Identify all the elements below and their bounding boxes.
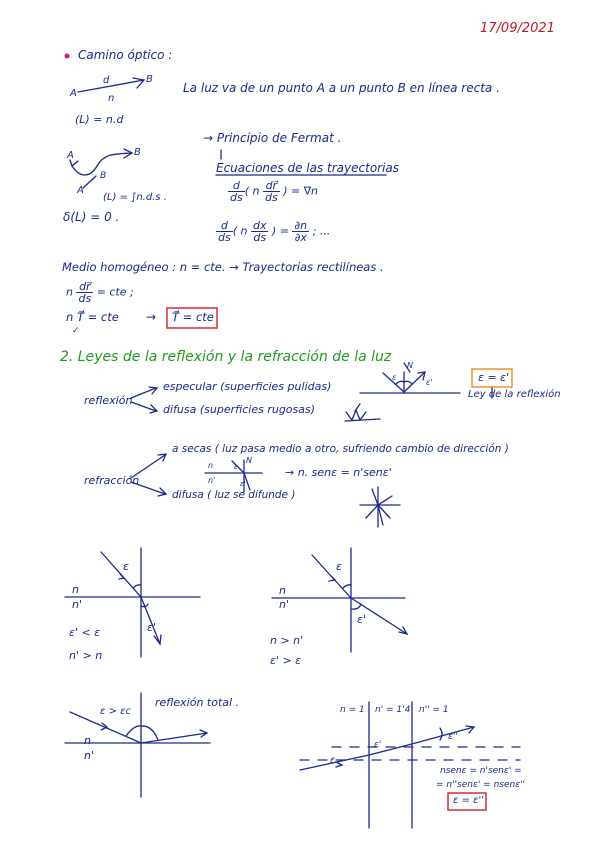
fig1-label-B: B bbox=[146, 74, 153, 85]
eq2-dx: dx bbox=[252, 219, 267, 232]
d2-e: ε bbox=[336, 560, 342, 573]
refraccion-label: refracción bbox=[84, 474, 140, 487]
d4-eq-a: nsenε = n'senε' = bbox=[440, 766, 522, 776]
refr-fig-np: n' bbox=[208, 476, 216, 485]
fig2-label-A-top: A bbox=[67, 150, 74, 161]
d2-np: n' bbox=[279, 598, 289, 611]
eq1-ds2: ds bbox=[264, 191, 278, 204]
eq3-ds: ds bbox=[78, 292, 92, 305]
eq-homogeneous-1 bbox=[66, 281, 134, 304]
eq2-dxp: ∂x bbox=[294, 231, 307, 244]
d3-label: reflexión total . bbox=[155, 696, 240, 709]
bullet-dot bbox=[65, 54, 70, 59]
eq1-open: ( n bbox=[244, 184, 263, 198]
homogeneous-medium: Medio homogéneo : n = cte. → Trayectorias rectilíneas . bbox=[62, 260, 384, 274]
difusa-item: difusa (superficies rugosas) bbox=[163, 403, 316, 416]
d1-np: n' bbox=[72, 598, 82, 611]
section-1-title: Camino óptico : bbox=[78, 48, 173, 62]
d1-cond-2: n' > n bbox=[69, 649, 103, 662]
eq1-ds: ds bbox=[230, 191, 243, 204]
d3-angle: ε > εc bbox=[100, 706, 132, 717]
eq2-ds2: ds bbox=[253, 231, 267, 244]
trajectory-eq-2 bbox=[216, 220, 330, 243]
eq2-close: ) = bbox=[268, 224, 293, 238]
eq1-d: d bbox=[228, 180, 245, 192]
fig2-label-B-top: B bbox=[134, 147, 141, 158]
section-2-title: 2. Leyes de la reflexión y la refracción de la luz bbox=[60, 349, 392, 365]
a-secas-item: a secas ( luz pasa medio a otro, sufriendo cambio de dirección ) bbox=[172, 443, 509, 455]
eq-optical-path-integral: (L) = ∫n.d.s . bbox=[103, 192, 167, 203]
refr-fig-N: N bbox=[246, 456, 252, 465]
check-mark: ✓ bbox=[72, 326, 80, 336]
eq1-close: ) = ∇n bbox=[279, 184, 319, 198]
refr-fig-ep: ε' bbox=[240, 480, 246, 488]
reflexion-branch bbox=[131, 387, 157, 413]
d4-ep: ε' bbox=[374, 740, 382, 750]
ecuaciones-title: Ecuaciones de las trayectorias bbox=[216, 161, 400, 175]
refl-fig-N: N bbox=[407, 361, 413, 370]
fig1-label-d: d bbox=[103, 75, 110, 86]
reflexion-label: reflexión bbox=[84, 394, 133, 407]
fig2-label-B-mid: B bbox=[100, 171, 107, 181]
d4-e: ε bbox=[330, 755, 336, 766]
date: 17/09/2021 bbox=[480, 21, 555, 36]
snell-law: → n. senε = n'senε' bbox=[285, 466, 392, 479]
eq-variation: δ(L) = 0 . bbox=[63, 210, 120, 224]
law-box: ε = ε' bbox=[478, 371, 510, 384]
implies-arrow: → bbox=[146, 310, 157, 324]
d4-eq-b: = n''senε' = nsenε'' bbox=[436, 780, 526, 790]
curved-path-figure bbox=[70, 149, 132, 188]
refl-fig-ep: ε' bbox=[426, 378, 433, 387]
fig2-label-A-low: A bbox=[77, 185, 84, 196]
d4-epp: ε'' bbox=[448, 732, 458, 742]
fig1-label-A: A bbox=[70, 88, 77, 99]
eq-homogeneous-2: n T⃗ = cte bbox=[66, 310, 119, 324]
straight-line-statement: La luz va de un punto A a un punto B en línea recta . bbox=[183, 81, 500, 95]
eq2-d: d bbox=[216, 220, 233, 232]
difusa-refr-item: difusa ( luz se difunde ) bbox=[172, 489, 296, 501]
d2-n: n bbox=[279, 584, 286, 597]
eq2-ds: ds bbox=[218, 231, 231, 244]
eq3-n: n bbox=[66, 285, 73, 299]
d4-n3: n'' = 1 bbox=[419, 705, 449, 715]
especular-item: especular (superficies pulidas) bbox=[163, 380, 332, 393]
boxed-result: T⃗ = cte bbox=[172, 310, 214, 324]
d2-cond-2: ε' > ε bbox=[270, 654, 302, 667]
d4-n2: n' = 1'4 bbox=[375, 705, 411, 715]
eq2-dn: ∂n bbox=[294, 219, 308, 232]
d2-cond-1: n > n' bbox=[270, 634, 304, 647]
d1-e: ε bbox=[123, 560, 129, 573]
eq2-tail: ; ... bbox=[312, 224, 331, 238]
d2-ep: ε' bbox=[357, 613, 366, 626]
diffuse-reflection-figure bbox=[345, 404, 380, 421]
straight-path-figure bbox=[78, 75, 144, 92]
trajectory-eq-1 bbox=[228, 180, 318, 203]
eq3-dr: dr⃗ bbox=[76, 281, 93, 293]
fermat-principle: → Principio de Fermat . bbox=[203, 131, 342, 145]
eq-optical-path: (L) = n.d bbox=[75, 113, 124, 126]
d3-n: n bbox=[84, 734, 91, 747]
d3-np: n' bbox=[84, 749, 94, 762]
refl-fig-e: ε bbox=[392, 373, 397, 382]
law-label: Ley de la reflexión bbox=[468, 389, 561, 400]
fig1-label-n: n bbox=[108, 93, 115, 104]
d1-n: n bbox=[72, 583, 79, 596]
eq3-tail: = cte ; bbox=[96, 285, 134, 299]
refr-fig-e: ε bbox=[234, 463, 238, 471]
d4-box: ε = ε'' bbox=[453, 795, 485, 806]
eq2-open: ( n bbox=[232, 224, 251, 238]
refr-fig-n: n bbox=[208, 461, 214, 470]
eq1-dr: dr⃗ bbox=[263, 180, 280, 192]
diagram-1-lines bbox=[65, 548, 200, 657]
d1-cond-1: ε' < ε bbox=[69, 626, 101, 639]
d4-n1: n = 1 bbox=[340, 705, 365, 715]
diffuse-transmission-figure bbox=[360, 487, 400, 527]
d1-ep: ε' bbox=[147, 621, 156, 634]
